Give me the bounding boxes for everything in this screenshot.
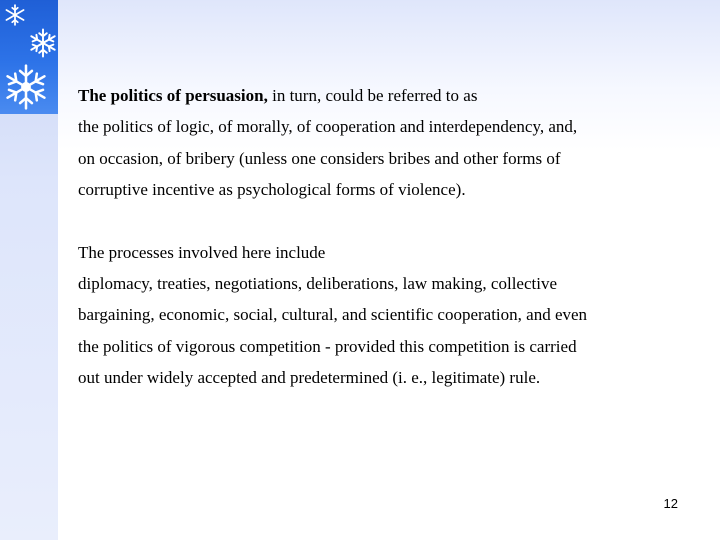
paragraph-gap [78,206,698,237]
text-line: diplomacy, treaties, negotiations, deliberations, law making, collective [78,274,558,294]
slide-body [78,80,698,394]
text-line: out under widely accepted and predetermined (i. e., legitimate) rule. [78,368,541,388]
paragraph-1-intro [78,80,698,111]
page-number: 12 [663,496,678,511]
snowflake-icon [4,4,26,26]
text-line: corruptive incentive as psychological forms of violence). [78,180,466,200]
text-line: the politics of logic, of morally, of cooperation and interdependency, and, [78,117,578,137]
text-line: on occasion, of bribery (unless one considers bribes and other forms of [78,148,561,168]
text-line: The processes involved here include [78,242,326,262]
text-line: bargaining, economic, social, cultural, and scientific cooperation, and even [78,305,588,325]
snowflake-panel [0,0,58,114]
intro-text: in turn, could be referred to as [267,86,478,105]
text-line: the politics of vigorous competition - provided this competition is carried [78,336,577,356]
snowflake-icon [28,28,58,58]
lead-phrase: The politics of persuasion, [78,86,268,105]
snowflake-icon [3,64,49,110]
